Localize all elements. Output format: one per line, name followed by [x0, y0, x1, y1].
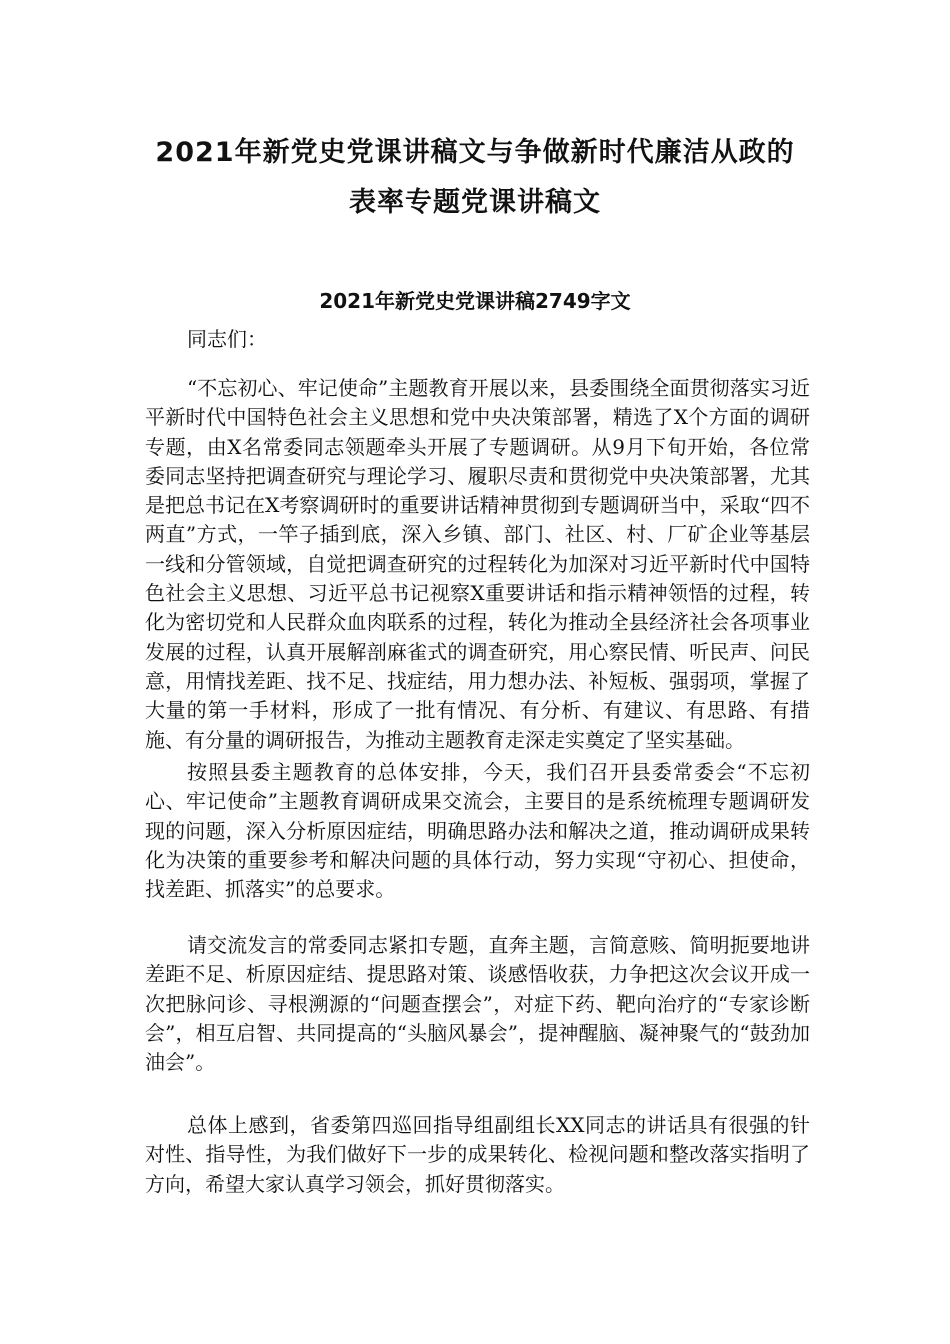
body-paragraph-1: “不忘初心、牢记使命”主题教育开展以来，县委围绕全面贯彻落实习近平新时代中国特色社会主义思想和党中央决策部署，精选了X个方面的调研专题，由X名常委同志领题牵头开展了专题调研。从9月下旬开始，各位常委同志坚持把调查研究与理论学习、履职尽责和贯彻党中央决策部署，尤其是把总书记在X考察调研时的重要讲话精神贯彻到专题调研当中，采取“四不两直”方式，一竿子插到底，深入乡镇、部门、社区、村、厂矿企业等基层一线和分管领域，自觉把调查研究的过程转化为加深对习近平新时代中国特色社会主义思想、习近平总书记视察X重要讲话和指示精神领悟的过程，转化为密切党和人民群众血肉联系的过程，转化为推动全县经济社会各项事业发展的过程，认真开展解剖麻雀式的调查研究，用心察民情、听民声、问民意，用情找差距、找不足、找症结，用力想办法、补短板、强弱项，掌握了大量的第一手材料，形成了一批有情况、有分析、有建议、有思路、有措施、有分量的调研报告，为推动主题教育走深走实奠定了坚实基础。 — [145, 376, 810, 752]
section-heading: 2021年新党史党课讲稿2749字文 — [319, 289, 631, 313]
document-title-line-1: 2021年新党史党课讲稿文与争做新时代廉洁从政的 — [155, 137, 795, 168]
document-title — [120, 128, 830, 228]
body-paragraph-4: 总体上感到，省委第四巡回指导组副组长XX同志的讲话具有很强的针对性、指导性，为我们做好下一步的成果转化、检视问题和整改落实指明了方向，希望大家认真学习领会，抓好贯彻落实。 — [145, 1113, 810, 1196]
document-title-line-2: 表率专题党课讲稿文 — [349, 187, 601, 218]
body-paragraph-3: 请交流发言的常委同志紧扣专题，直奔主题，言简意赅、简明扼要地讲差距不足、析原因症结、提思路对策、谈感悟收获，力争把这次会议开成一次把脉问诊、寻根溯源的“问题查摆会”，对症下药、靶向治疗的“专家诊断会”，相互启智、共同提高的“头脑风暴会”，提神醒脑、凝神聚气的“鼓劲加油会”。 — [145, 933, 810, 1075]
body-paragraph-2: 按照县委主题教育的总体安排，今天，我们召开县委常委会“不忘初心、牢记使命”主题教育调研成果交流会，主要目的是系统梳理专题调研发现的问题，深入分析原因症结，明确思路办法和解决之道，推动调研成果转化为决策的重要参考和解决问题的具体行动，努力实现“守初心、担使命，找差距、抓落实”的总要求。 — [145, 760, 810, 902]
salutation: 同志们： — [187, 327, 267, 351]
